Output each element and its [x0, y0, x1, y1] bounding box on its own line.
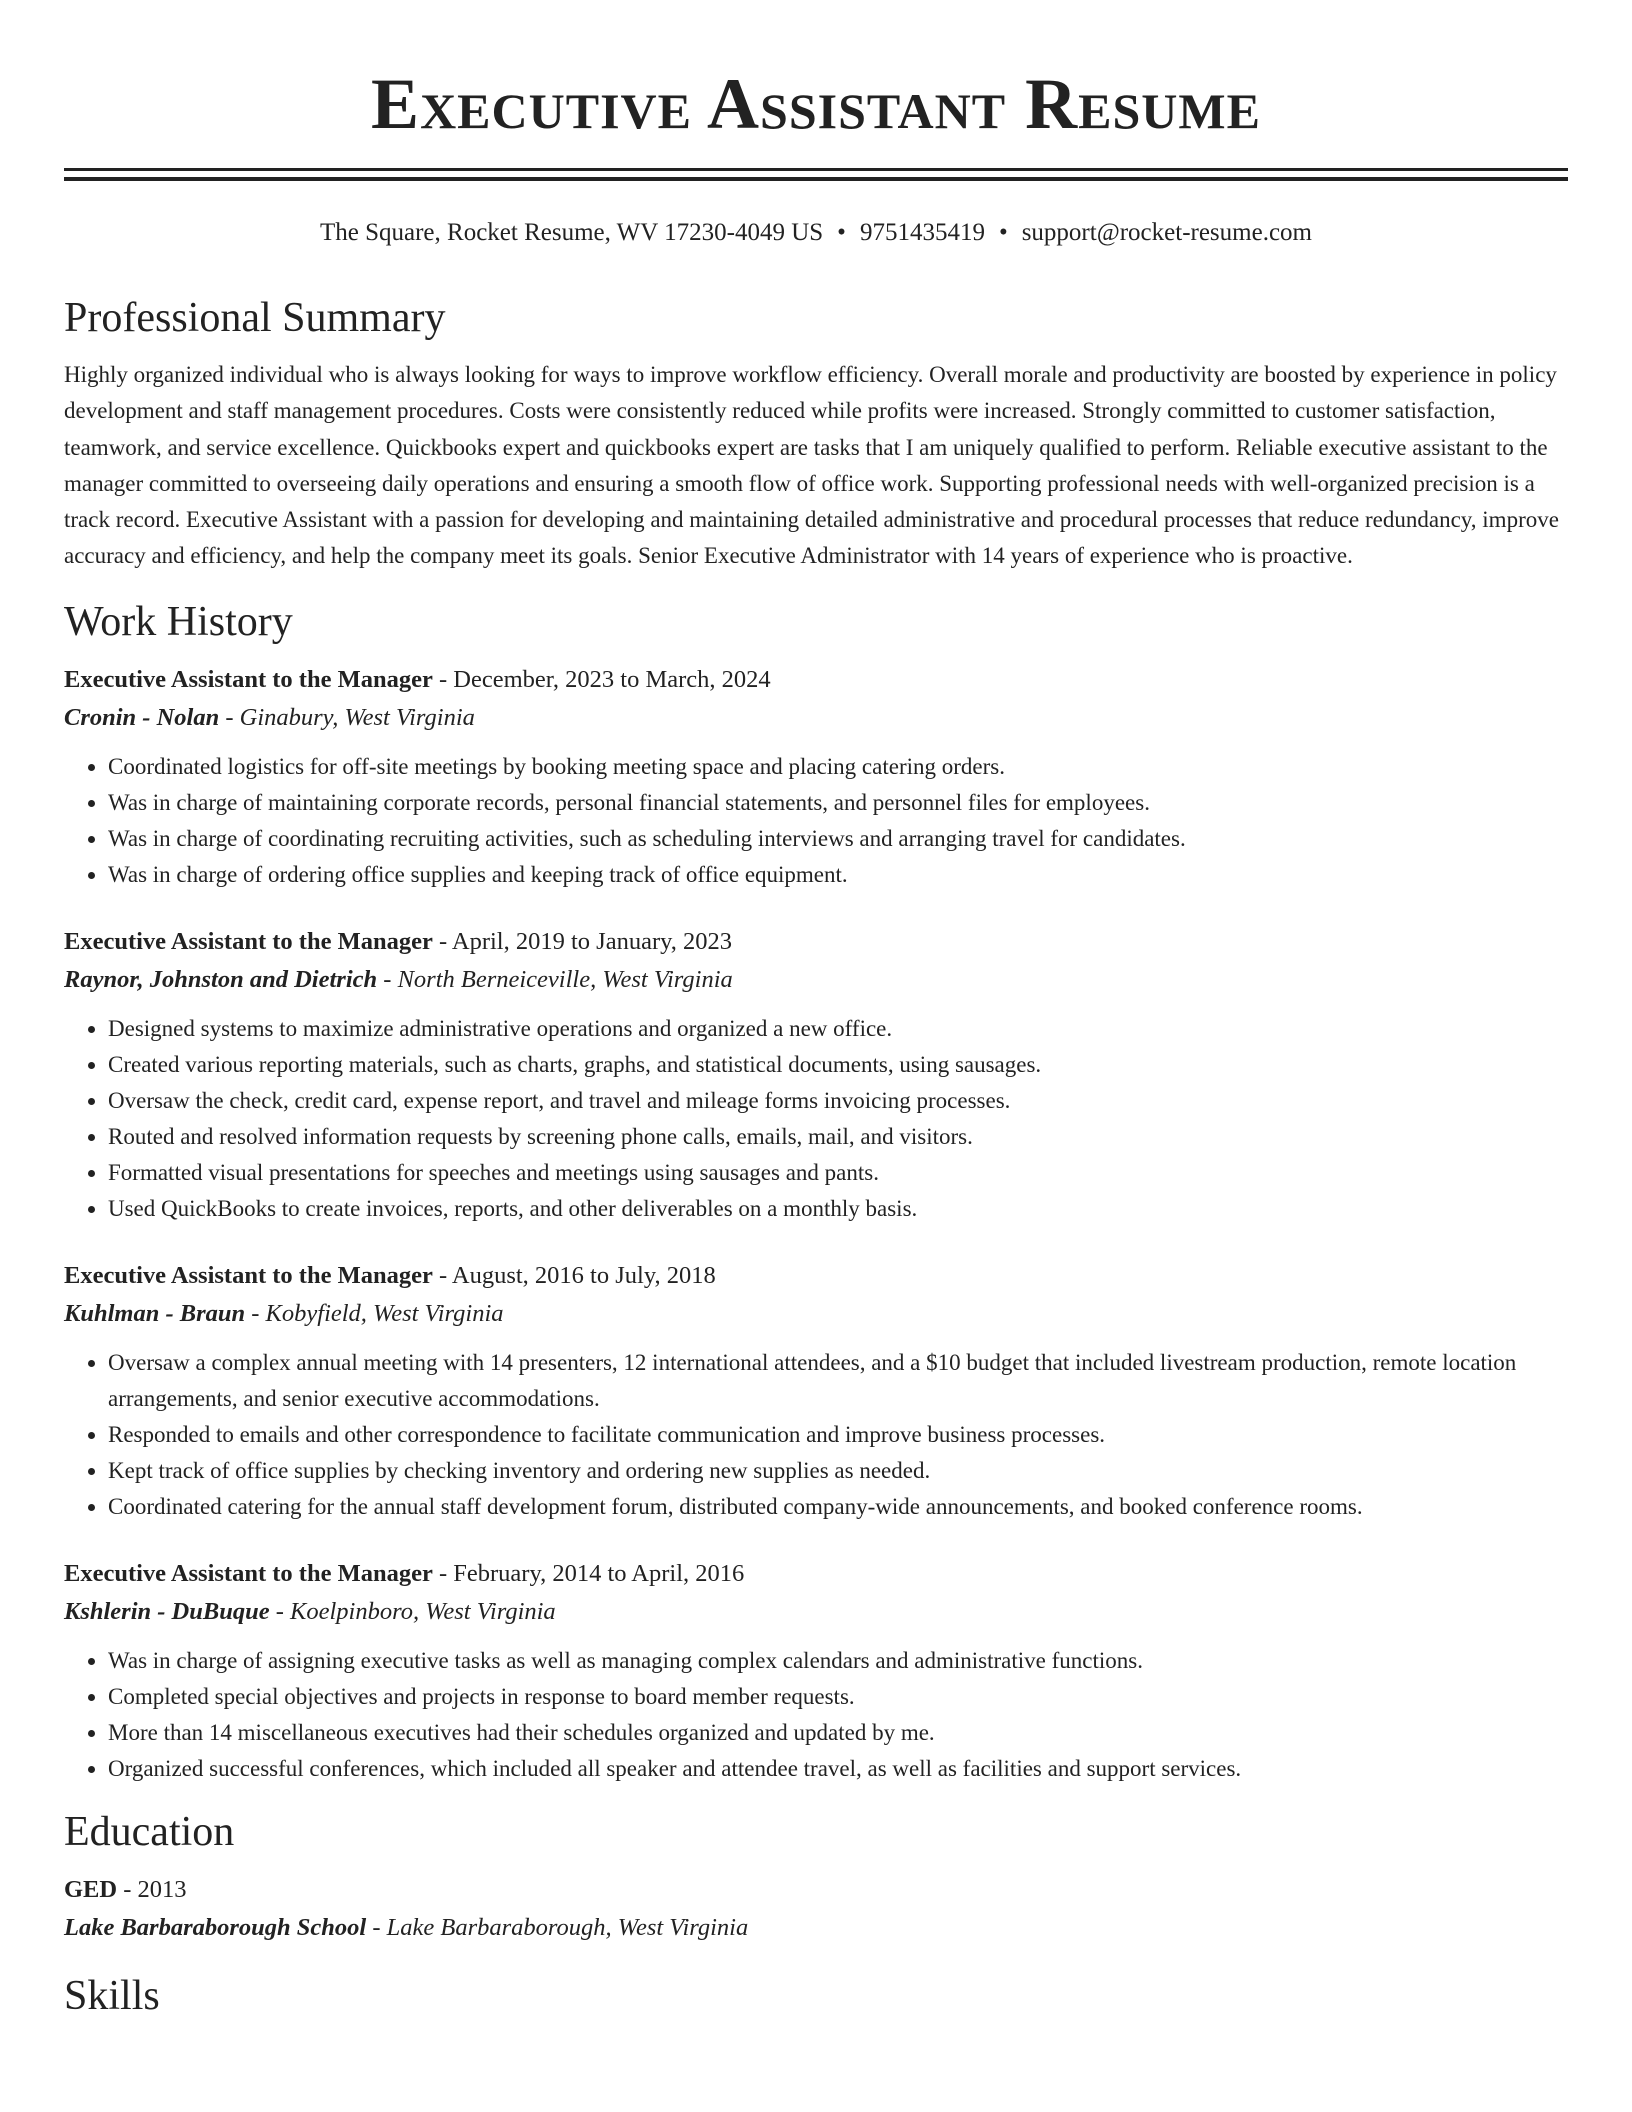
list-item: • Completed special objectives and projects in response to board member requests.	[108, 1679, 1568, 1715]
list-item: • Used QuickBooks to create invoices, reports, and other deliverables on a monthly basis.	[108, 1191, 1568, 1227]
list-item: • Was in charge of coordinating recruiting activities, such as scheduling interviews and arranging travel for candidates.	[108, 821, 1568, 857]
contact-separator: •	[837, 219, 846, 246]
job-company: Cronin - Nolan	[64, 703, 220, 731]
job-employer	[64, 1593, 1568, 1631]
contact-line	[64, 217, 1568, 249]
education-dash: -	[117, 1875, 138, 1903]
job-location: Koelpinboro, West Virginia	[290, 1597, 556, 1625]
job-dash: -	[377, 965, 398, 993]
education-entry	[64, 1871, 1568, 1947]
list-item: • Coordinated catering for the annual staff development forum, distributed company-wide announcements, and booked conference rooms.	[108, 1489, 1568, 1525]
job-header	[64, 1257, 1568, 1295]
education-school: Lake Barbaraborough School	[64, 1913, 367, 1941]
job-bullets	[64, 749, 1568, 893]
job-location: Kobyfield, West Virginia	[265, 1299, 504, 1327]
summary-heading: Professional Summary	[64, 295, 446, 341]
job-title: Executive Assistant to the Manager	[64, 1559, 433, 1587]
job-entry	[64, 923, 1568, 1227]
education-dash: -	[366, 1913, 387, 1941]
job-bullets	[64, 1345, 1568, 1525]
job-dates: December, 2023 to March, 2024	[453, 665, 771, 693]
list-item: • Organized successful conferences, which included all speaker and attendee travel, as well as facilities and support services.	[108, 1751, 1568, 1787]
job-dates: April, 2019 to January, 2023	[451, 927, 733, 955]
job-entry	[64, 661, 1568, 893]
job-entry	[64, 1257, 1568, 1525]
job-company: Raynor, Johnston and Dietrich	[64, 965, 378, 993]
summary-text: Highly organized individual who is always looking for ways to improve workflow efficiency. Overall morale and productivity are boosted by experience in policy development and staff management procedures. Costs were consistently reduced while profits were increased. Strongly committed to customer satisfaction, teamwork, and service excellence. Quickbooks expert and quickbooks expert are tasks that I am uniquely qualified to perform. Reliable executive assistant to the manager committed to overseeing daily operations and ensuring a smooth flow of office work. Supporting professional needs with well-organized precision is a track record. Executive Assistant with a passion for developing and maintaining detailed administrative and procedural processes that reduce redundancy, improve accuracy and efficiency, and help the company meet its goals. Senior Executive Administrator with 14 years of experience who is proactive.	[64, 362, 1559, 569]
list-item: • More than 14 miscellaneous executives had their schedules organized and updated by me.	[108, 1715, 1568, 1751]
list-item: • Was in charge of ordering office supplies and keeping track of office equipment.	[108, 857, 1568, 893]
work-history-heading: Work History	[64, 598, 293, 645]
list-item: • Kept track of office supplies by checking inventory and ordering new supplies as needed.	[108, 1453, 1568, 1489]
job-title: Executive Assistant to the Manager	[64, 927, 433, 955]
job-header	[64, 923, 1568, 961]
job-dash: -	[432, 927, 452, 955]
education-header	[64, 1871, 1568, 1909]
title-divider-bottom	[64, 177, 1568, 181]
job-dates: August, 2016 to July, 2018	[451, 1261, 716, 1289]
education-heading: Education	[64, 1808, 235, 1855]
job-dash: -	[432, 1261, 452, 1289]
contact-phone: 9751435419	[859, 219, 985, 246]
list-item: • Was in charge of assigning executive tasks as well as managing complex calendars and administrative functions.	[108, 1643, 1568, 1679]
job-dash: -	[245, 1299, 266, 1327]
job-header	[64, 1555, 1568, 1593]
job-title: Executive Assistant to the Manager	[64, 665, 433, 693]
job-bullets	[64, 1011, 1568, 1227]
skills-heading: Skills	[64, 1972, 160, 2019]
resume-page	[64, 0, 1568, 2021]
job-company: Kuhlman - Braun	[64, 1299, 246, 1327]
job-employer	[64, 1295, 1568, 1333]
job-employer	[64, 961, 1568, 999]
list-item: • Routed and resolved information requests by screening phone calls, emails, mail, and visitors.	[108, 1119, 1568, 1155]
education-year: 2013	[137, 1875, 187, 1903]
contact-email: support@rocket-resume.com	[1021, 219, 1312, 246]
contact-address: The Square, Rocket Resume, WV 17230-4049 US	[319, 219, 824, 246]
job-dates: February, 2014 to April, 2016	[453, 1559, 745, 1587]
list-item: • Coordinated logistics for off-site meetings by booking meeting space and placing catering orders.	[108, 749, 1568, 785]
list-item: • Formatted visual presentations for speeches and meetings using sausages and pants.	[108, 1155, 1568, 1191]
education-degree: GED	[64, 1875, 118, 1903]
resume-title: Executive Assistant Resume	[371, 64, 1261, 144]
education-location: Lake Barbaraborough, West Virginia	[386, 1913, 749, 1941]
job-entry	[64, 1555, 1568, 1787]
list-item: • Created various reporting materials, such as charts, graphs, and statistical documents, using sausages.	[108, 1047, 1568, 1083]
list-item: • Responded to emails and other correspondence to facilitate communication and improve business processes.	[108, 1417, 1568, 1453]
title-divider-top	[64, 168, 1568, 171]
list-item: • Designed systems to maximize administrative operations and organized a new office.	[108, 1011, 1568, 1047]
list-item: • Oversaw the check, credit card, expense report, and travel and mileage forms invoicing processes.	[108, 1083, 1568, 1119]
job-location: Ginabury, West Virginia	[239, 703, 475, 731]
education-school-line	[64, 1909, 1568, 1947]
list-item: • Oversaw a complex annual meeting with 14 presenters, 12 international attendees, and a $10 budget that included livestream production, remote location arrangements, and senior executive accommodations.	[108, 1345, 1568, 1417]
job-employer	[64, 699, 1568, 737]
job-company: Kshlerin - DuBuque	[64, 1597, 270, 1625]
job-bullets	[64, 1643, 1568, 1787]
job-dash: -	[219, 703, 240, 731]
job-title: Executive Assistant to the Manager	[64, 1261, 433, 1289]
list-item: • Was in charge of maintaining corporate records, personal financial statements, and personnel files for employees.	[108, 785, 1568, 821]
job-location: North Berneiceville, West Virginia	[397, 965, 733, 993]
job-dash: -	[432, 665, 454, 693]
job-dash: -	[269, 1597, 291, 1625]
contact-separator: •	[998, 219, 1008, 246]
job-dash: -	[432, 1559, 454, 1587]
job-header	[64, 661, 1568, 699]
